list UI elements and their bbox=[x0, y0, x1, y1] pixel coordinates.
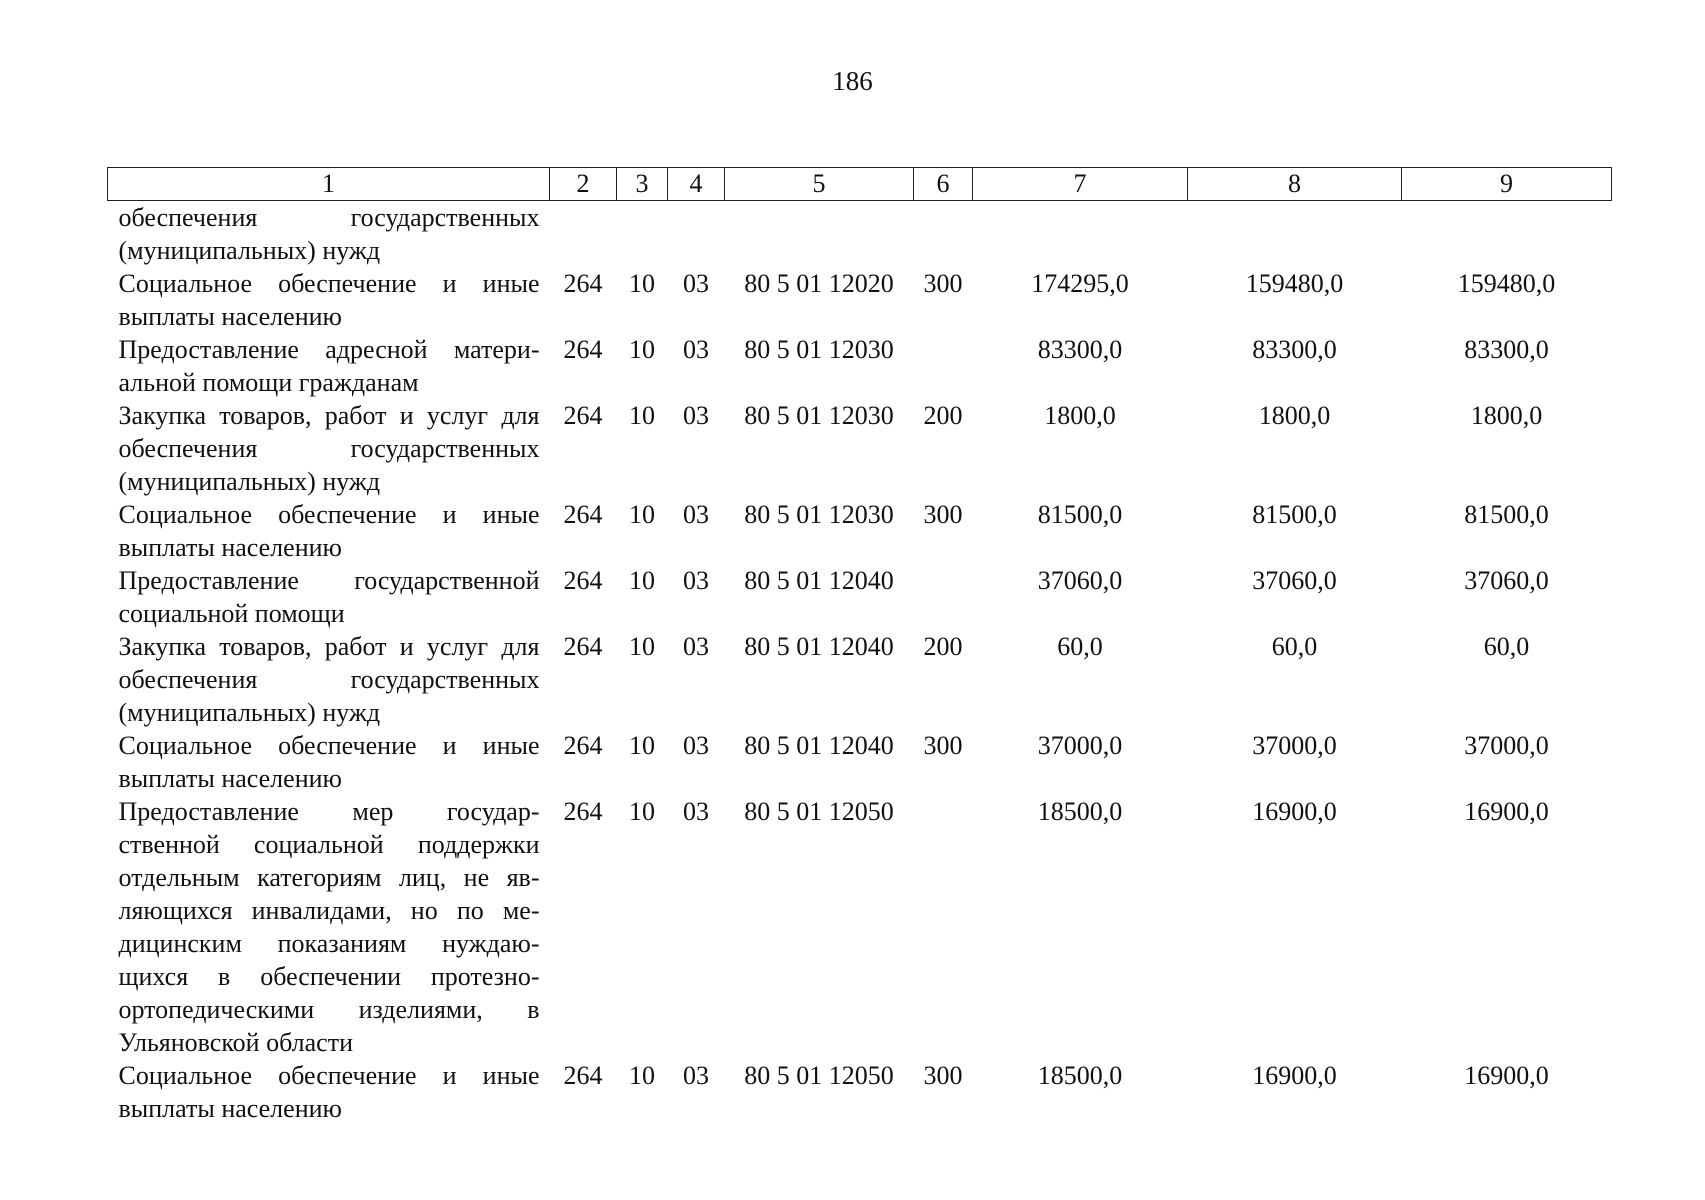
col5-value: 80 5 01 12050 bbox=[744, 1061, 894, 1090]
table-row bbox=[108, 729, 1612, 795]
col3-value: 10 bbox=[629, 269, 655, 298]
col9-value: 1800,0 bbox=[1470, 401, 1543, 430]
col2-value: 264 bbox=[563, 731, 603, 760]
col8-value: 16900,0 bbox=[1252, 797, 1337, 826]
row-name: Социальное обеспечение и иные выплаты населению bbox=[118, 731, 540, 793]
col2-value: 264 bbox=[563, 566, 603, 595]
col4-value: 03 bbox=[683, 269, 709, 298]
header-cell-7: 7 bbox=[973, 168, 1188, 201]
col6-value: 200 bbox=[923, 632, 963, 661]
col5-value: 80 5 01 12030 bbox=[744, 335, 894, 364]
header-cell-8: 8 bbox=[1188, 168, 1402, 201]
col2-value: 264 bbox=[563, 797, 603, 826]
col7-value: 81500,0 bbox=[1037, 500, 1123, 529]
col9-value: 37060,0 bbox=[1464, 566, 1549, 595]
header-cell-1: 1 bbox=[108, 168, 550, 201]
col7-value: 37060,0 bbox=[1037, 566, 1123, 595]
col2-value: 264 bbox=[563, 269, 603, 298]
col6-value bbox=[914, 333, 973, 399]
col7-value: 18500,0 bbox=[1037, 1061, 1123, 1090]
row-name: Предоставление государственной социальной помощи bbox=[118, 566, 540, 628]
header-cell-9: 9 bbox=[1402, 168, 1612, 201]
col4-value: 03 bbox=[683, 335, 709, 364]
col9-value: 83300,0 bbox=[1464, 335, 1549, 364]
col8-value: 16900,0 bbox=[1252, 1061, 1337, 1090]
col2-value: 264 bbox=[563, 500, 603, 529]
col4-value: 03 bbox=[683, 632, 709, 661]
row-name: Предоставление адресной матери-альной помощи гражданам bbox=[118, 335, 540, 397]
col2-value: 264 bbox=[563, 632, 603, 661]
col4-value: 03 bbox=[683, 566, 709, 595]
col8-value: 83300,0 bbox=[1252, 335, 1337, 364]
col8-value: 159480,0 bbox=[1245, 269, 1344, 298]
row-name: Закупка товаров, работ и услуг для обеспечения государственных (муниципальных) нужд bbox=[118, 401, 540, 496]
col4-value: 03 bbox=[683, 500, 709, 529]
col5-value: 80 5 01 12040 bbox=[744, 632, 894, 661]
table-row bbox=[108, 498, 1612, 564]
col9-value: 16900,0 bbox=[1464, 1061, 1549, 1090]
table-row bbox=[108, 201, 1612, 268]
col9-value bbox=[1402, 201, 1612, 268]
table-row bbox=[108, 267, 1612, 333]
col2-value: 264 bbox=[563, 401, 603, 430]
row-name: Социальное обеспечение и иные выплаты населению bbox=[118, 269, 540, 331]
col7-value: 60,0 bbox=[1057, 632, 1103, 661]
col7-value bbox=[973, 201, 1188, 268]
col4-value: 03 bbox=[683, 731, 709, 760]
col5-value: 80 5 01 12020 bbox=[744, 269, 894, 298]
col7-value: 83300,0 bbox=[1037, 335, 1123, 364]
col7-value: 1800,0 bbox=[1044, 401, 1116, 430]
table-row bbox=[108, 564, 1612, 630]
col4-value bbox=[668, 201, 725, 268]
col6-value: 300 bbox=[923, 731, 963, 760]
table-row bbox=[108, 333, 1612, 399]
col7-value: 174295,0 bbox=[1031, 269, 1129, 298]
col3-value: 10 bbox=[629, 566, 655, 595]
table-header bbox=[108, 168, 1612, 201]
table-row bbox=[108, 795, 1612, 1059]
table-row bbox=[108, 1059, 1612, 1125]
row-name: Предоставление мер государ-ственной социальной поддержки отдельным категориям лиц, не яв-ляющихся инвалидами, но по ме-дицинским показаниям нуждаю-щихся в обеспечении протезно-ортопедическими изделиями, в Ульяновской области bbox=[118, 797, 540, 1057]
row-name: обеспечения государственных (муниципальных) нужд bbox=[118, 203, 540, 265]
col2-value: 264 bbox=[563, 1061, 603, 1090]
col5-value bbox=[725, 201, 914, 268]
col9-value: 16900,0 bbox=[1464, 797, 1549, 826]
col3-value: 10 bbox=[629, 731, 655, 760]
col2-value: 264 bbox=[563, 335, 603, 364]
row-name: Закупка товаров, работ и услуг для обеспечения государственных (муниципальных) нужд bbox=[118, 632, 540, 727]
col3-value: 10 bbox=[629, 401, 655, 430]
col3-value: 10 bbox=[629, 1061, 655, 1090]
col6-value bbox=[914, 201, 973, 268]
table-row bbox=[108, 630, 1612, 729]
table-body bbox=[108, 201, 1612, 1126]
col9-value: 81500,0 bbox=[1464, 500, 1549, 529]
col8-value: 81500,0 bbox=[1252, 500, 1337, 529]
table-row bbox=[108, 399, 1612, 498]
col7-value: 18500,0 bbox=[1037, 797, 1123, 826]
col9-value: 159480,0 bbox=[1457, 269, 1556, 298]
col6-value: 200 bbox=[923, 401, 963, 430]
row-name: Социальное обеспечение и иные выплаты населению bbox=[118, 1061, 540, 1123]
col2-value bbox=[550, 201, 617, 268]
header-cell-2: 2 bbox=[550, 168, 617, 201]
col3-value bbox=[617, 201, 668, 268]
col8-value: 60,0 bbox=[1271, 632, 1318, 661]
col3-value: 10 bbox=[629, 632, 655, 661]
col3-value: 10 bbox=[629, 335, 655, 364]
col4-value: 03 bbox=[683, 401, 709, 430]
col3-value: 10 bbox=[629, 797, 655, 826]
col6-value bbox=[914, 564, 973, 630]
col8-value: 1800,0 bbox=[1258, 401, 1331, 430]
header-cell-3: 3 bbox=[617, 168, 668, 201]
header-cell-5: 5 bbox=[725, 168, 914, 201]
col5-value: 80 5 01 12030 bbox=[744, 401, 894, 430]
col5-value: 80 5 01 12040 bbox=[744, 566, 894, 595]
col9-value: 37000,0 bbox=[1464, 731, 1549, 760]
col8-value: 37060,0 bbox=[1252, 566, 1337, 595]
col4-value: 03 bbox=[683, 1061, 709, 1090]
col7-value: 37000,0 bbox=[1037, 731, 1123, 760]
col6-value: 300 bbox=[923, 1061, 963, 1090]
col5-value: 80 5 01 12050 bbox=[744, 797, 894, 826]
col8-value bbox=[1188, 201, 1402, 268]
col6-value: 300 bbox=[923, 500, 963, 529]
header-cell-6: 6 bbox=[914, 168, 973, 201]
col5-value: 80 5 01 12040 bbox=[744, 731, 894, 760]
header-row bbox=[108, 168, 1612, 201]
row-name: Социальное обеспечение и иные выплаты населению bbox=[118, 500, 540, 562]
col8-value: 37000,0 bbox=[1252, 731, 1337, 760]
budget-table bbox=[107, 167, 1612, 1125]
col6-value bbox=[914, 795, 973, 1059]
col4-value: 03 bbox=[683, 797, 709, 826]
col5-value: 80 5 01 12030 bbox=[744, 500, 894, 529]
header-cell-4: 4 bbox=[668, 168, 725, 201]
col3-value: 10 bbox=[629, 500, 655, 529]
page-number: 186 bbox=[832, 66, 873, 96]
col9-value: 60,0 bbox=[1483, 632, 1530, 661]
col6-value: 300 bbox=[923, 269, 963, 298]
